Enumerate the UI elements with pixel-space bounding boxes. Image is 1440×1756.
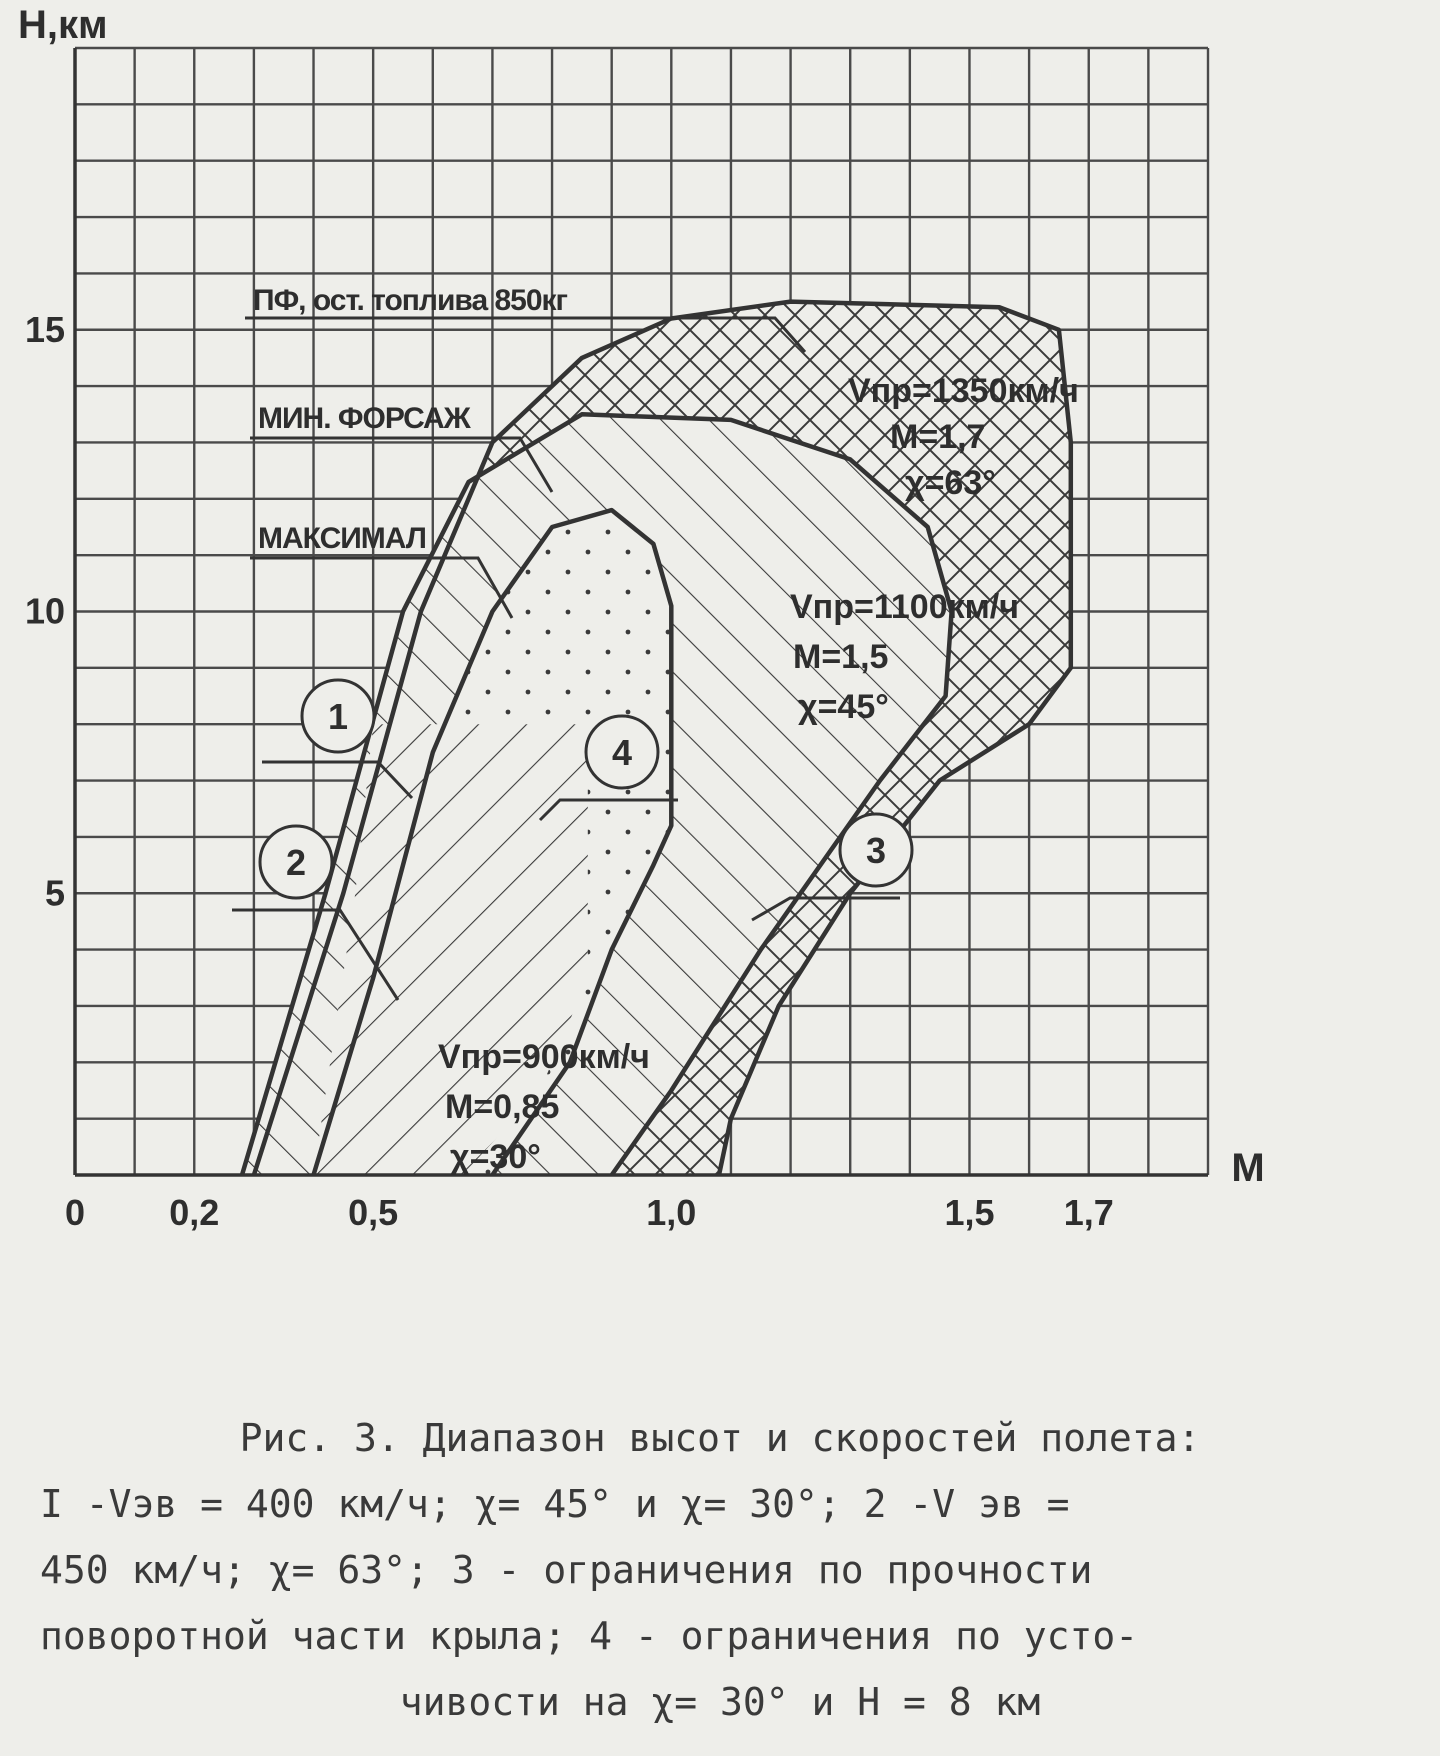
callout-1-text: 1 [327,696,349,737]
region-900-velocity: Vпр=900км/ч [438,1038,650,1076]
region-1100-sweep: χ=45° [798,688,889,726]
callout-2-text: 2 [285,842,307,883]
y-tick-label: 10 [24,590,65,632]
x-tick-label: 1,5 [944,1192,995,1233]
x-tick-label: 0 [64,1192,86,1233]
annotation-maksimal-text: МАКСИМАЛ [258,522,426,555]
x-tick-label: 0,5 [348,1192,399,1233]
region-1100-velocity: Vпр=1100км/ч [790,588,1019,626]
y-tick-label: 15 [24,308,65,350]
region-900-mach: M=0,85 [445,1088,560,1126]
x-axis-label: M [1231,1146,1265,1190]
caption-line-2: I -Vэв = 400 км/ч; χ= 45° и χ= 30°; 2 -V эв = [40,1482,1070,1526]
region-1350-mach: M=1,7 [890,418,986,456]
callout-3-text: 3 [865,830,887,871]
caption-line-5: чивости на χ= 30° и Н = 8 км [399,1680,1041,1724]
figure-caption [40,1405,1400,1735]
caption-line-3: 450 км/ч; χ= 63°; 3 - ограничения по прочности [40,1548,1093,1592]
y-axis-label: H,км [18,3,108,47]
x-tick-label: 0,2 [169,1192,220,1233]
region-1350-velocity: Vпр=1350км/ч [848,372,1079,410]
region-1100-mach: M=1,5 [793,638,889,676]
annotation-min-forsazh-text: МИН. ФОРСАЖ [258,402,470,435]
region-900-sweep: χ=30° [450,1138,541,1176]
caption-line-4: поворотной части крыла; 4 - ограничения по усто- [40,1614,1139,1658]
y-tick-label: 5 [44,872,65,914]
annotation-pf-text: ПФ, ост. топлива 850кг [253,284,568,317]
caption-line-1: Рис. 3. Диапазон высот и скоростей полета: [239,1416,1201,1460]
region-1350-sweep: χ=63° [905,464,996,502]
x-tick-label: 1,0 [646,1192,697,1233]
x-tick-label: 1,7 [1063,1192,1114,1233]
callout-4-text: 4 [611,732,633,773]
